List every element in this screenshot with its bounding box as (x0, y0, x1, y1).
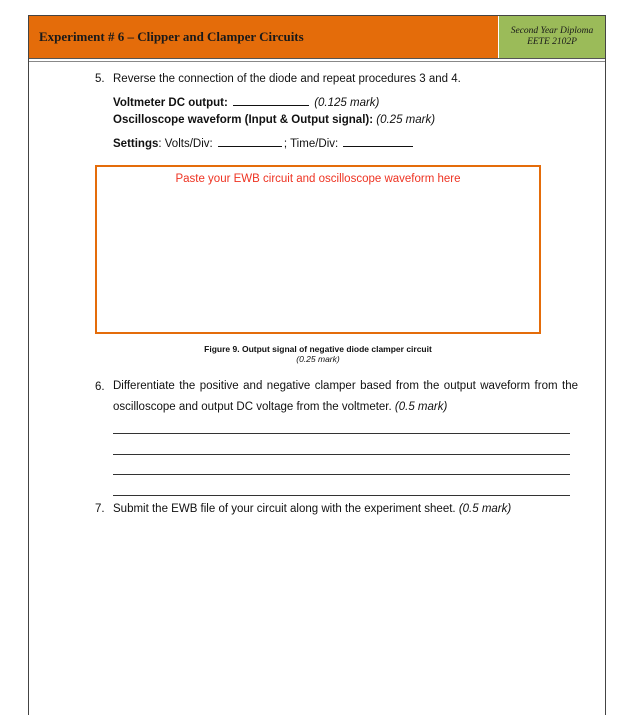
oscilloscope-mark: (0.25 mark) (376, 114, 436, 126)
answer-line-4[interactable] (113, 495, 570, 496)
voltmeter-label: Voltmeter DC output: (113, 97, 228, 109)
paste-area[interactable] (95, 165, 541, 334)
figure-caption: Figure 9. Output signal of negative diode clamper circuit (204, 344, 432, 354)
time-div-blank[interactable] (343, 135, 413, 147)
volts-div-label: : Volts/Div: (158, 138, 213, 150)
voltmeter-row (113, 94, 379, 109)
settings-row (113, 135, 415, 150)
paste-instruction: Paste your EWB circuit and oscilloscope waveform here (175, 173, 461, 185)
q6-mark: (0.5 mark) (394, 401, 448, 413)
answer-line-2[interactable] (113, 454, 570, 455)
figure-mark: (0.25 mark) (296, 354, 340, 364)
q7-row (113, 503, 511, 515)
q7-mark: (0.5 mark) (458, 503, 512, 515)
q6-text: Differentiate the positive and negative clamper based from the output waveform from the oscilloscope and output DC voltage from the voltmeter. (113, 380, 578, 413)
volts-div-blank[interactable] (218, 135, 282, 147)
voltmeter-mark: (0.125 mark) (314, 97, 380, 109)
answer-line-1[interactable] (113, 433, 570, 434)
experiment-title: Experiment # 6 – Clipper and Clamper Circuits (29, 16, 499, 58)
oscilloscope-label: Oscilloscope waveform (Input & Output signal): (113, 114, 374, 126)
settings-label: Settings (113, 138, 159, 150)
q7-number: 7. (95, 503, 105, 515)
answer-line-3[interactable] (113, 474, 570, 475)
voltmeter-answer-blank[interactable] (233, 94, 309, 106)
course-line-1: Second Year Diploma (510, 26, 594, 36)
oscilloscope-row (113, 114, 435, 126)
time-div-label: ; Time/Div: (283, 138, 339, 150)
course-code: EETE 2102P (527, 37, 577, 47)
q5-number: 5. (95, 73, 105, 85)
q5-text: Reverse the connection of the diode and repeat procedures 3 and 4. (113, 73, 461, 85)
q7-text: Submit the EWB file of your circuit along with the experiment sheet. (113, 503, 456, 515)
q6-text-block (113, 376, 578, 418)
q6-number: 6. (95, 381, 105, 393)
